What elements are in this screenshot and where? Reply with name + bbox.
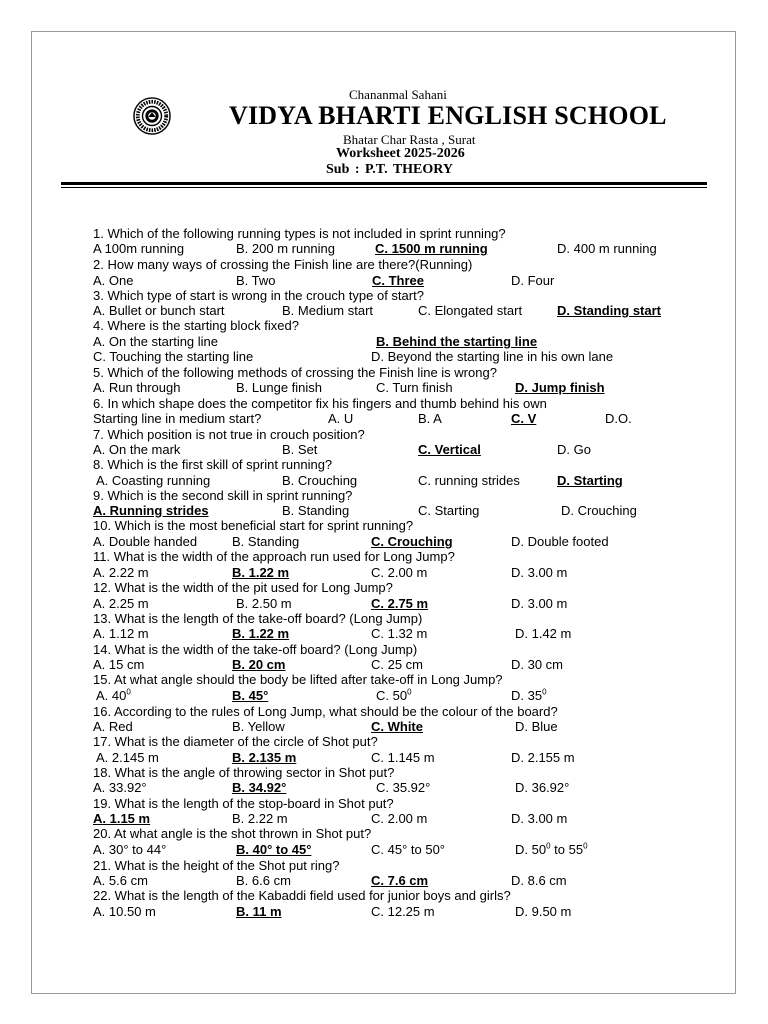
q7-option-a: A. On the mark	[93, 442, 181, 457]
q4-option-d: D. Beyond the starting line in his own lane	[371, 349, 614, 364]
q7-option-c-answer: C. Vertical	[418, 442, 481, 457]
q3-option-b: B. Medium start	[282, 303, 374, 318]
question-1: 1. Which of the following running types is not included in sprint running?	[93, 226, 506, 241]
question-20: 20. At what angle is the shot thrown in Shot put?	[93, 826, 372, 841]
q14-option-c: C. 25 cm	[371, 657, 424, 672]
q22-option-b-answer: B. 11 m	[236, 904, 282, 919]
q12-option-a: A. 2.25 m	[93, 596, 149, 611]
question-9: 9. Which is the second skill in sprint running?	[93, 488, 353, 503]
question-14: 14. What is the width of the take-off board? (Long Jump)	[93, 642, 418, 657]
q12-option-d: D. 3.00 m	[511, 596, 568, 611]
q20-option-d: D. $50^0$ to $55^0$	[515, 841, 588, 857]
question-21: 21. What is the height of the Shot put ring?	[93, 858, 340, 873]
q5-option-c: C. Turn finish	[376, 380, 453, 395]
q17-option-d: D. 2.155 m	[511, 750, 575, 765]
question-15: 15. At what angle should the body be lifted after take-off in Long Jump?	[93, 672, 503, 687]
q10-option-c-answer: C. Crouching	[371, 534, 453, 549]
q9-option-d: D. Crouching	[561, 503, 637, 518]
question-8: 8. Which is the first skill of sprint running?	[93, 457, 333, 472]
q1-option-d: D. 400 m running	[557, 241, 657, 256]
q6-option-c-answer: C. V	[511, 411, 537, 426]
q6-option-b: B. A	[418, 411, 442, 426]
q10-option-d: D. Double footed	[511, 534, 609, 549]
q8-option-c: C. running strides	[418, 473, 520, 488]
q21-option-d: D. 8.6 cm	[511, 873, 567, 888]
q15-option-b-answer: B. 45°	[232, 688, 269, 703]
q11-option-d: D. 3.00 m	[511, 565, 568, 580]
q13-option-d: D. 1.42 m	[515, 626, 572, 641]
question-6-cont: Starting line in medium start?	[93, 411, 262, 426]
q5-option-a: A. Run through	[93, 380, 181, 395]
trust-name: Chananmal Sahani	[349, 87, 447, 102]
question-5: 5. Which of the following methods of crossing the Finish line is wrong?	[93, 365, 497, 380]
q3-option-d-answer: D. Standing start	[557, 303, 662, 318]
q21-option-a: A. 5.6 cm	[93, 873, 148, 888]
q10-option-b: B. Standing	[232, 534, 300, 549]
question-10: 10. Which is the most beneficial start for sprint running?	[93, 518, 414, 533]
question-7: 7. Which position is not true in crouch position?	[93, 427, 365, 442]
q1-option-c-answer: C. 1500 m running	[375, 241, 488, 256]
q16-option-c-answer: C. White	[371, 719, 423, 734]
q1-option-b: B. 200 m running	[236, 241, 336, 256]
q7-option-d: D. Go	[557, 442, 591, 457]
q16-option-a: A. Red	[93, 719, 133, 734]
q21-option-b: B. 6.6 cm	[236, 873, 291, 888]
q15-option-d: D. $35^0$	[511, 687, 547, 703]
q8-option-b: B. Crouching	[282, 473, 358, 488]
q18-option-b-answer: B. 34.92°	[232, 780, 287, 795]
q11-option-a: A. 2.22 m	[93, 565, 149, 580]
q20-option-a: A. 30° to 44°	[93, 842, 167, 857]
q18-option-d: D. 36.92°	[515, 780, 570, 795]
q8-option-a: A. Coasting running	[96, 473, 211, 488]
q11-option-b-answer: B. 1.22 m	[232, 565, 290, 580]
q4-option-c: C. Touching the starting line	[93, 349, 254, 364]
q16-option-b: B. Yellow	[232, 719, 285, 734]
q13-option-b-answer: B. 1.22 m	[232, 626, 290, 641]
subject-label: Sub : P.T. THEORY	[326, 162, 454, 177]
question-22: 22. What is the length of the Kabaddi field used for junior boys and girls?	[93, 888, 511, 903]
question-13: 13. What is the length of the take-off board? (Long Jump)	[93, 611, 423, 626]
q9-option-a-answer: A. Running strides	[93, 503, 209, 518]
q7-option-b: B. Set	[282, 442, 318, 457]
q19-option-a-answer: A. 1.15 m	[93, 811, 151, 826]
question-18: 18. What is the angle of throwing sector in Shot put?	[93, 765, 395, 780]
q22-option-a: A. 10.50 m	[93, 904, 156, 919]
q9-option-b: B. Standing	[282, 503, 350, 518]
worksheet-year: Worksheet 2025-2026	[336, 146, 465, 161]
q12-option-c-answer: C. 2.75 m	[371, 596, 429, 611]
q18-option-c: C. 35.92°	[376, 780, 431, 795]
q13-option-c: C. 1.32 m	[371, 626, 428, 641]
q19-option-c: C. 2.00 m	[371, 811, 428, 826]
question-11: 11. What is the width of the approach run used for Long Jump?	[93, 549, 455, 564]
q6-option-d: D.O.	[605, 411, 632, 426]
q14-option-b-answer: B. 20 cm	[232, 657, 286, 672]
question-16: 16. According to the rules of Long Jump, what should be the colour of the board?	[93, 704, 558, 719]
q3-option-a: A. Bullet or bunch start	[93, 303, 225, 318]
q8-option-d-answer: D. Starting	[557, 473, 623, 488]
q12-option-b: B. 2.50 m	[236, 596, 292, 611]
q10-option-a: A. Double handed	[93, 534, 198, 549]
q5-option-b: B. Lunge finish	[236, 380, 323, 395]
q3-option-c: C. Elongated start	[418, 303, 523, 318]
q4-option-b-answer: B. Behind the starting line	[376, 334, 538, 349]
q22-option-c: C. 12.25 m	[371, 904, 435, 919]
q13-option-a: A. 1.12 m	[93, 626, 149, 641]
q17-option-c: C. 1.145 m	[371, 750, 435, 765]
q2-option-a: A. One	[93, 273, 134, 288]
q11-option-c: C. 2.00 m	[371, 565, 428, 580]
q2-option-c-answer: C. Three	[372, 273, 425, 288]
q15-option-c: C. $50^0$	[376, 687, 412, 703]
question-4: 4. Where is the starting block fixed?	[93, 318, 299, 333]
q18-option-a: A. 33.92°	[93, 780, 147, 795]
q14-option-a: A. 15 cm	[93, 657, 145, 672]
q2-option-b: B. Two	[236, 273, 276, 288]
school-address: Bhatar Char Rasta , Surat	[343, 132, 476, 147]
q22-option-d: D. 9.50 m	[515, 904, 572, 919]
q20-option-c: C. 45° to 50°	[371, 842, 445, 857]
question-2: 2. How many ways of crossing the Finish line are there?(Running)	[93, 257, 473, 272]
q1-option-a: A 100m running	[93, 241, 185, 256]
q17-option-b-answer: B. 2.135 m	[232, 750, 297, 765]
q16-option-d: D. Blue	[515, 719, 558, 734]
question-6: 6. In which shape does the competitor fix his fingers and thumb behind his own	[93, 396, 547, 411]
q21-option-c-answer: C. 7.6 cm	[371, 873, 429, 888]
question-3: 3. Which type of start is wrong in the crouch type of start?	[93, 288, 424, 303]
q6-option-a: A. U	[328, 411, 354, 426]
school-name: VIDYA BHARTI ENGLISH SCHOOL	[229, 101, 667, 130]
question-19: 19. What is the length of the stop-board in Shot put?	[93, 796, 394, 811]
q19-option-d: D. 3.00 m	[511, 811, 568, 826]
q14-option-d: D. 30 cm	[511, 657, 564, 672]
q17-option-a: A. 2.145 m	[96, 750, 159, 765]
q15-option-a: A. $40^0$	[96, 687, 131, 703]
q4-option-a: A. On the starting line	[93, 334, 219, 349]
q2-option-d: D. Four	[511, 273, 555, 288]
question-12: 12. What is the width of the pit used for Long Jump?	[93, 580, 393, 595]
question-17: 17. What is the diameter of the circle of Shot put?	[93, 734, 378, 749]
q20-option-b-answer: B. 40° to 45°	[236, 842, 312, 857]
q19-option-b: B. 2.22 m	[232, 811, 288, 826]
q5-option-d-answer: D. Jump finish	[515, 380, 605, 395]
q9-option-c: C. Starting	[418, 503, 480, 518]
